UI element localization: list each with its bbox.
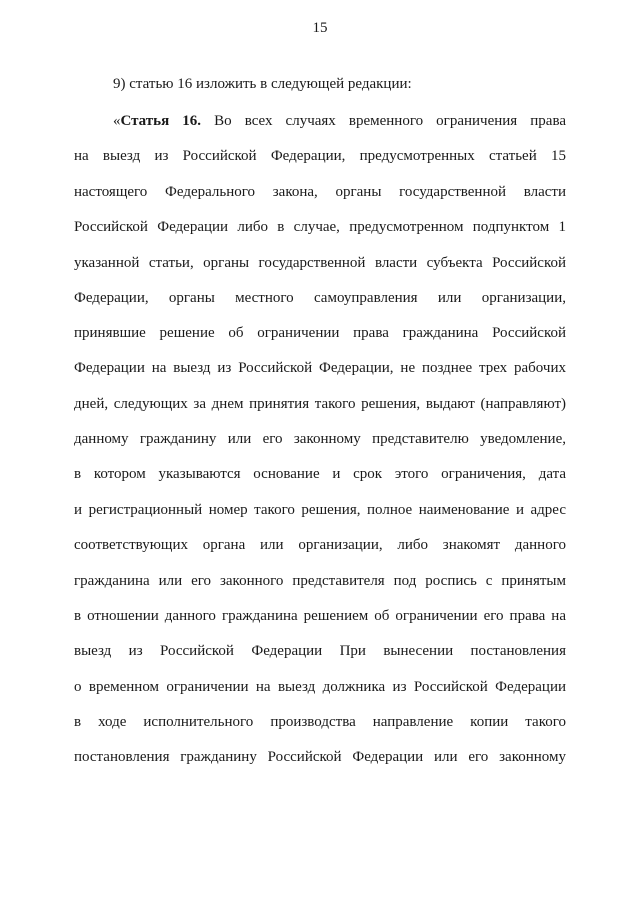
article-line: Федерации на выезд из Российской Федерации, не позднее трех рабочих — [74, 360, 566, 376]
article-line: настоящего Федерального закона, органы государственной власти — [74, 184, 566, 200]
article-line: принявшие решение об ограничении права гражданина Российской — [74, 325, 566, 341]
article-line: указанной статьи, органы государственной власти субъекта Российской — [74, 255, 566, 271]
article-line: постановления гражданину Российской Федерации или его законному — [74, 749, 566, 765]
article-line: Федерации, органы местного самоуправления или организации, — [74, 290, 566, 306]
article-line: данному гражданину или его законному представителю уведомление, — [74, 431, 566, 447]
article-first-line-text: Во всех случаях временного ограничения права — [201, 113, 566, 129]
article-line: выезд из Российской Федерации При вынесении постановления — [74, 643, 566, 659]
article-line: в ходе исполнительного производства направление копии такого — [74, 714, 566, 730]
article-line: в отношении данного гражданина решением об ограничении его права на — [74, 608, 566, 624]
article-line: гражданина или его законного представителя под роспись с принятым — [74, 573, 566, 589]
article-label: Статья 16. — [120, 113, 202, 129]
open-quote: « — [113, 113, 121, 129]
article-line: соответствующих органа или организации, либо знакомят данного — [74, 537, 566, 553]
article-first-line — [113, 110, 566, 132]
article-line: в котором указываются основание и срок этого ограничения, дата — [74, 466, 566, 482]
article-line: о временном ограничении на выезд должника из Российской Федерации — [74, 679, 566, 695]
article-line: дней, следующих за днем принятия такого решения, выдают (направляют) — [74, 396, 566, 412]
amendment-intro: 9) статью 16 изложить в следующей редакции: — [113, 76, 412, 92]
article-line: на выезд из Российской Федерации, предусмотренных статьей 15 — [74, 148, 566, 164]
page-number: 15 — [312, 20, 328, 36]
article-line: и регистрационный номер такого решения, полное наименование и адрес — [74, 502, 566, 518]
article-line: Российской Федерации либо в случае, предусмотренном подпунктом 1 — [74, 219, 566, 235]
